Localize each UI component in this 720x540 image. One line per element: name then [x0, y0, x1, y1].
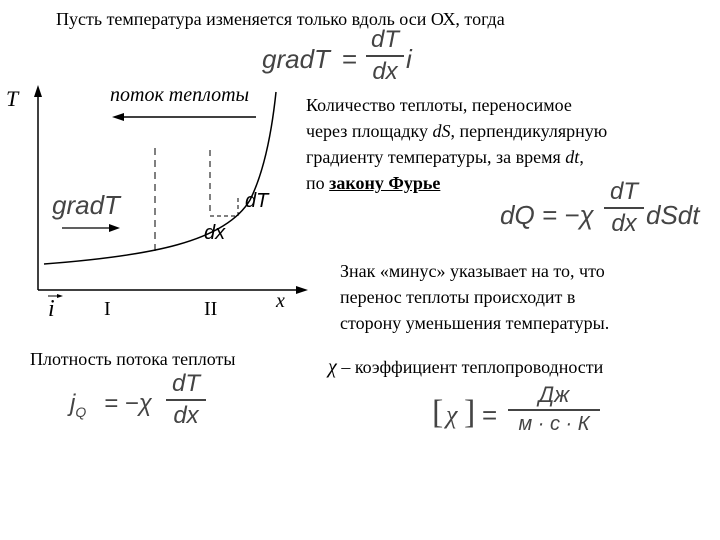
region-2-label: II [204, 298, 218, 320]
flux-formula-lhs: $j_Q$ [70, 390, 87, 420]
unit-bracket-left: [ [432, 394, 444, 431]
header-text: Пусть температура изменяется только вдоль оси ОХ, тогда [56, 9, 505, 29]
fourier-text-line2: через площадку dS, перпендикулярную [306, 121, 608, 141]
grad-label: gradT [52, 190, 120, 220]
unit-eq: = [482, 400, 498, 430]
x-axis-arrowhead [296, 286, 308, 294]
heat-flow-label: поток теплоты [110, 84, 250, 106]
axis-y-label: T [6, 86, 19, 111]
axis-x-label: x [276, 290, 285, 312]
flux-label: Плотность потока теплоты [30, 349, 236, 369]
minus-note-line2: перенос теплоты происходит в [340, 287, 576, 307]
unit-bracket-right: ] [464, 394, 476, 431]
unit-fraction: Дж м · с · К [508, 384, 600, 434]
minus-note-line3: сторону уменьшения температуры. [340, 313, 610, 333]
y-axis-arrowhead [34, 85, 42, 97]
minus-note-line1: Знак «минус» указывает на то, что [340, 261, 605, 281]
heat-flow-arrowhead [112, 113, 124, 121]
fourier-text-line3: градиенту температуры, за время dt, [306, 147, 584, 167]
flux-formula-eq: = −χ [104, 390, 152, 417]
temperature-curve [44, 92, 276, 264]
dT-label: dT [245, 190, 269, 212]
fourier-formula-lhs: dQ = −χ [500, 200, 594, 230]
grad-formula-vector-i: i [406, 44, 412, 74]
grad-formula-den: dx [372, 57, 398, 85]
fourier-text-line1: Количество теплоты, переносимое [306, 95, 572, 115]
conductivity-line: χ – коэффициент теплопроводности [328, 356, 604, 378]
unit-vector-i-label: i [48, 296, 55, 322]
fourier-law-link[interactable]: закону Фурье [329, 173, 441, 193]
dx-label: dx [204, 222, 226, 244]
fourier-formula-fraction: dT dx [604, 180, 644, 236]
region-1-label: I [104, 298, 111, 320]
grad-formula-num: dT [370, 26, 399, 53]
unit-symbol: χ [446, 400, 458, 429]
grad-formula-lhs: gradT [262, 44, 330, 74]
flux-formula-fraction: dT dx [166, 372, 206, 428]
grad-arrowhead [109, 224, 120, 232]
i-vector-arrowhead [57, 294, 63, 298]
fourier-text-line4: по закону Фурье [306, 173, 441, 193]
fourier-formula-rhs: dSdt [646, 200, 700, 230]
grad-formula-eq: = [342, 44, 358, 74]
